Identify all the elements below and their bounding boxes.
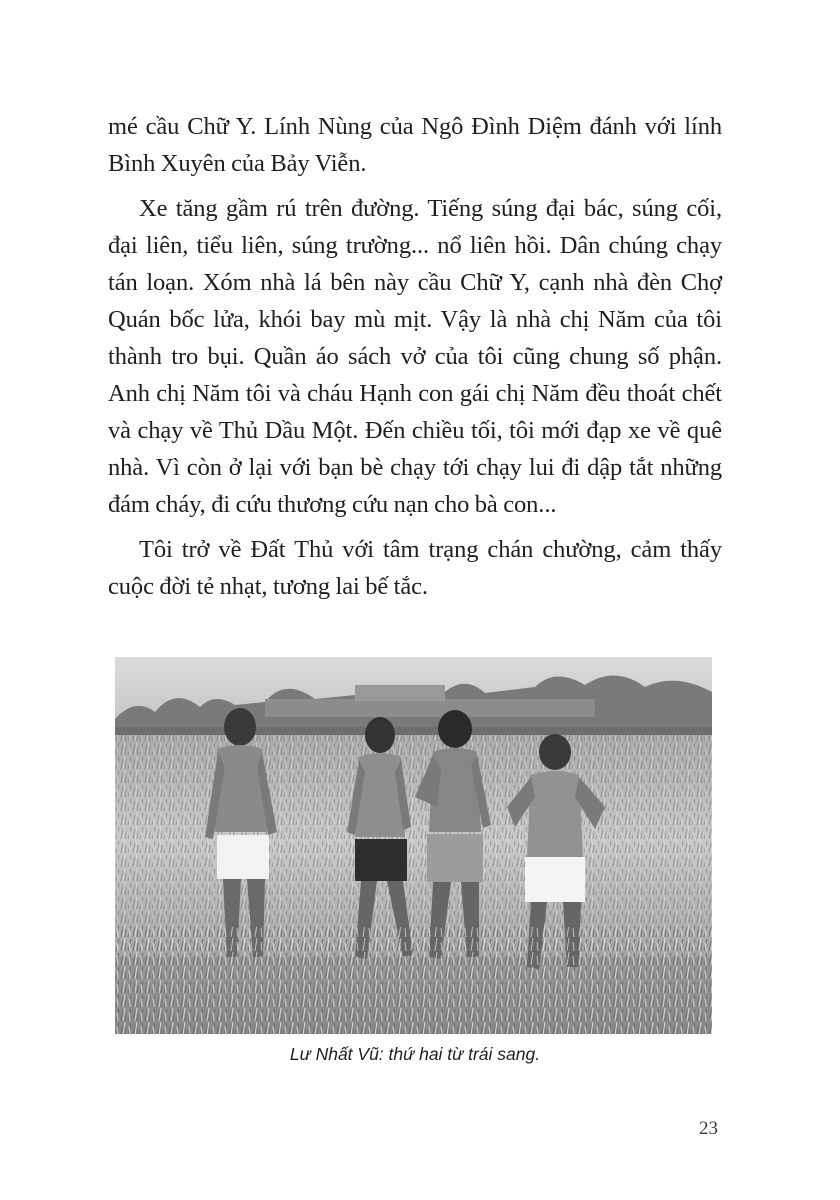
paragraph-1: mé cầu Chữ Y. Lính Nùng của Ngô Đình Diệm đánh với lính Bình Xuyên của Bảy Viễn. — [108, 113, 722, 177]
page-number: 23 — [699, 1118, 718, 1139]
paragraph-2: Xe tăng gầm rú trên đường. Tiếng súng đại bác, súng cối, đại liên, tiểu liên, súng trường... nổ liên hồi. Dân chúng chạy tán loạn. Xóm nhà lá bên này cầu Chữ Y, cạnh nhà đèn Chợ Quán bốc lửa, khói bay mù mịt. Vậy là nhà chị Năm của tôi thành tro bụi. Quần áo sách vở của tôi cũng chung số phận. Anh chị Năm tôi và cháu Hạnh con gái chị Năm đều thoát chết và chạy về Thủ Dầu Một. Đến chiều tối, tôi mới đạp xe về quê nhà. Vì còn ở lại với bạn bè chạy tới chạy lui đi dập tắt những đám cháy, đi cứu thương cứu nạn cho bà con... — [108, 195, 722, 518]
photo-illustration — [115, 657, 712, 1034]
photo-caption: Lư Nhất Vũ: thứ hai từ trái sang. — [289, 1044, 541, 1064]
body-text — [108, 108, 722, 609]
photograph — [115, 657, 712, 1034]
distant-buildings — [265, 699, 595, 717]
paragraph-3: Tôi trở về Đất Thủ với tâm trạng chán chường, cảm thấy cuộc đời tẻ nhạt, tương lai bế tắc. — [108, 536, 722, 600]
